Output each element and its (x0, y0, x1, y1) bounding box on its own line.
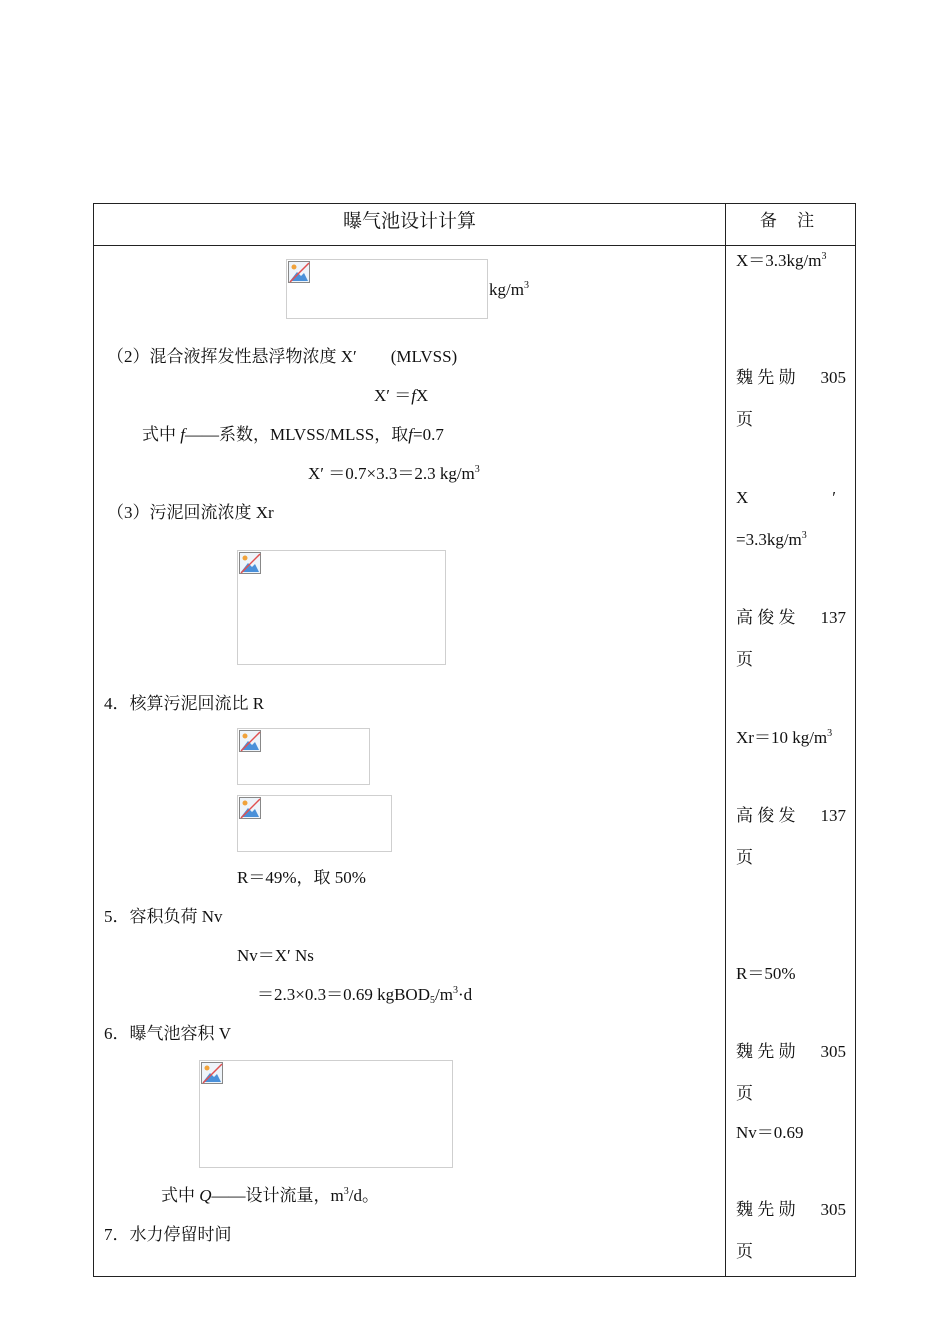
section-6-heading: 6．曝气池容积 V (104, 1024, 232, 1043)
note-ref-gao-1: 高 俊 发 137 (736, 608, 846, 627)
note-r: R＝50% (736, 964, 796, 983)
note-page-1: 页 (736, 410, 753, 429)
note-ref-gao-2: 高 俊 发 137 (736, 806, 846, 825)
calc-xprime: X′ ＝0.7×3.3＝2.3 $kg/m^3$ (308, 464, 480, 483)
note-nv: Nv＝0.69 (736, 1123, 804, 1142)
unit-label: $kg/m^3$ (489, 280, 529, 299)
formula-image-r1 (237, 728, 370, 785)
broken-image-icon (288, 261, 310, 283)
r-result: R＝49%，取 50% (237, 868, 366, 887)
nv-calc: ＝2.3×0.3＝0.69 $kgBOD_5/m^3\cdot d$ (257, 985, 473, 1006)
section-4-heading: 4．核算污泥回流比 R (104, 694, 265, 713)
section-3-heading: （3）污泥回流浓度 Xr (107, 503, 274, 522)
where-f: 式中 f——系数，MLVSS/MLSS，取f=0.7 (142, 425, 444, 444)
note-x: $X=3.3kg/m^3$ (736, 251, 827, 270)
note-page-3: 页 (736, 848, 753, 867)
note-page-5: 页 (736, 1242, 753, 1261)
broken-image-icon (239, 797, 261, 819)
notes-column-header: 备 注 (759, 211, 823, 230)
formula-xprime: X′ ＝fX (374, 386, 429, 405)
header-divider (94, 245, 855, 246)
note-ref-wei-1: 魏 先 勋 305 (736, 368, 846, 387)
section-5-heading: 5．容积负荷 Nv (104, 907, 223, 926)
formula-image-r2 (237, 795, 392, 852)
note-ref-wei-2: 魏 先 勋 305 (736, 1042, 846, 1061)
note-xprime: X ′ (736, 488, 836, 507)
note-xprime-value: $=3.3kg/m^3$ (736, 530, 807, 549)
broken-image-icon (239, 730, 261, 752)
note-xr: Xr＝10 $kg/m^3$ (736, 728, 833, 747)
table-title: 曝气池设计计算 (342, 210, 476, 232)
note-ref-wei-3: 魏 先 勋 305 (736, 1200, 846, 1219)
nv-formula: Nv＝X′ Ns (237, 946, 314, 965)
column-divider (725, 204, 726, 1276)
where-q: 式中 Q——设计流量，$m^3/d$。 (161, 1186, 379, 1205)
section-7-heading: 7．水力停留时间 (104, 1225, 232, 1244)
formula-image-xr (237, 550, 446, 665)
note-page-2: 页 (736, 650, 753, 669)
formula-image-v (199, 1060, 453, 1168)
broken-image-icon (201, 1062, 223, 1084)
broken-image-icon (239, 552, 261, 574)
formula-image-x (286, 259, 488, 319)
section-2-heading: （2）混合液挥发性悬浮物浓度 X′ (MLVSS) (107, 347, 458, 366)
note-page-4: 页 (736, 1084, 753, 1103)
